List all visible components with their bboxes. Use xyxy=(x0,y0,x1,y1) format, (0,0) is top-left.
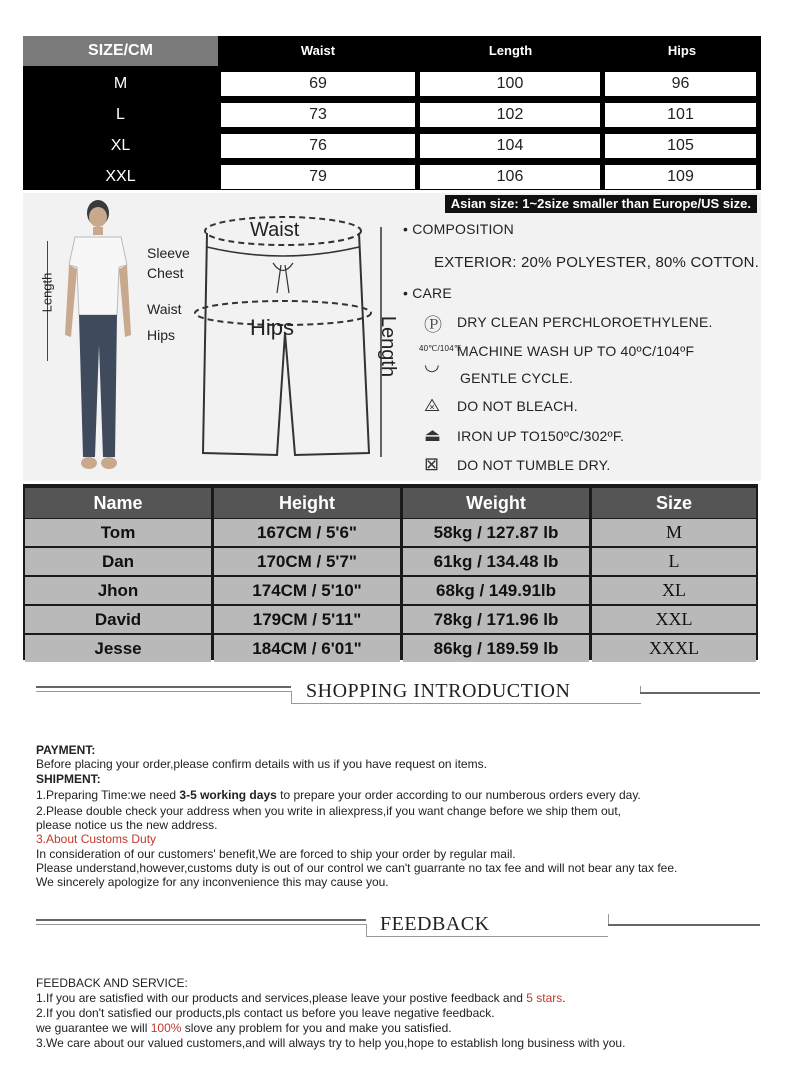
section-divider xyxy=(608,924,760,926)
model-size: XXXL xyxy=(592,635,756,662)
weight-header: Weight xyxy=(403,488,589,518)
customs-line-3: We sincerely apologize for any inconvenience this may cause you. xyxy=(36,875,389,889)
wash-temp-label: 40℃/104℉ xyxy=(419,344,462,353)
asian-size-note: Asian size: 1~2size smaller than Europe/US size. xyxy=(445,195,757,213)
feedback-line-3-text: we guarantee we will xyxy=(36,1021,151,1035)
shipment-line-2: 2.Please double check your address when you write in aliexpress,if you want change before we ship them out, xyxy=(36,804,621,818)
model-size: XXL xyxy=(592,606,756,633)
waist-value: 76 xyxy=(221,134,415,158)
shipment-line-1 xyxy=(36,788,641,803)
length-header-cell: Length xyxy=(488,43,533,58)
shipment-heading: SHIPMENT: xyxy=(36,772,101,786)
sleeve-label: Sleeve xyxy=(147,245,190,261)
shipment-line-1-text: to prepare your order according to our numberous orders every day. xyxy=(276,788,641,802)
length-value: 106 xyxy=(420,165,600,189)
hips-value: 101 xyxy=(605,103,756,127)
care-title: • CARE xyxy=(403,285,452,301)
size-row xyxy=(23,162,761,191)
section-divider xyxy=(640,692,760,694)
model-size: L xyxy=(592,548,756,575)
feedback-line-3-text: slove any problem for you and make you satisfied. xyxy=(181,1021,452,1035)
length-value: 102 xyxy=(420,103,600,127)
dry-clean-text: DRY CLEAN PERCHLOROETHYLENE. xyxy=(457,314,713,330)
feedback-line-1 xyxy=(36,991,566,1006)
feedback-line-4: 3.We care about our valued customers,and will always try to help you,hope to establish long business with you. xyxy=(36,1036,626,1050)
hips-value: 96 xyxy=(605,72,756,96)
section-divider xyxy=(608,914,609,924)
model-size: M xyxy=(592,519,756,546)
size-chart-table xyxy=(23,36,761,190)
feedback-line-3 xyxy=(36,1021,452,1036)
feedback-line-2: 2.If you don't satisfied our products,pls contact us before you leave negative feedback. xyxy=(36,1006,495,1020)
length-value: 104 xyxy=(420,134,600,158)
feedback-line-1-text: . xyxy=(562,991,566,1005)
waist-value: 79 xyxy=(221,165,415,189)
model-name: Dan xyxy=(25,548,211,575)
feedback-title: FEEDBACK xyxy=(380,913,490,935)
hips-label: Hips xyxy=(147,327,176,343)
model-weight: 86kg / 189.59 lb xyxy=(403,635,589,662)
composition-text: EXTERIOR: 20% POLYESTER, 80% COTTON. xyxy=(434,254,760,271)
model-figure-image xyxy=(53,195,143,477)
section-divider xyxy=(366,936,608,937)
size-header-cell: SIZE/CM xyxy=(23,36,218,66)
model-reference-table xyxy=(23,484,758,660)
model-weight: 58kg / 127.87 lb xyxy=(403,519,589,546)
customs-line-2: Please understand,however,customs duty is out of our control we can't guarrante no tax fee and will not bear any tax fee. xyxy=(36,861,678,875)
size-header: Size xyxy=(592,488,756,518)
section-divider xyxy=(36,919,366,921)
machine-wash-icon: ◡ xyxy=(424,354,440,374)
section-divider xyxy=(366,924,367,936)
shipment-line-1-text: 1.Preparing Time:we need xyxy=(36,788,180,802)
hips-value: 109 xyxy=(605,165,756,189)
name-header: Name xyxy=(25,488,211,518)
size-label: L xyxy=(116,106,125,123)
section-divider xyxy=(291,703,641,704)
no-tumble-dry-icon: ⊠ xyxy=(424,454,440,474)
shorts-waist-label: Waist xyxy=(250,219,300,241)
model-height: 179CM / 5'11" xyxy=(214,606,400,633)
customs-duty-heading: 3.About Customs Duty xyxy=(36,832,157,846)
model-weight: 68kg / 149.91lb xyxy=(403,577,589,604)
model-height: 174CM / 5'10" xyxy=(214,577,400,604)
measurement-guide xyxy=(23,193,761,481)
shorts-hips-label: Hips xyxy=(250,315,295,340)
hips-value: 105 xyxy=(605,134,756,158)
model-size: XL xyxy=(592,577,756,604)
model-height: 167CM / 5'6" xyxy=(214,519,400,546)
waist-value: 73 xyxy=(221,103,415,127)
person-length-label: Length xyxy=(39,272,55,313)
size-row xyxy=(23,100,761,129)
size-label: XL xyxy=(110,137,131,154)
model-name: Jhon xyxy=(25,577,211,604)
shorts-length-label: Length xyxy=(377,315,400,378)
feedback-line-1-text: 1.If you are satisfied with our products and services,please leave your postive feedback and xyxy=(36,991,527,1005)
iron-text: IRON UP TO150ºC/302ºF. xyxy=(457,428,625,444)
payment-heading: PAYMENT: xyxy=(36,743,96,757)
waist-header-cell: Waist xyxy=(300,43,336,58)
gentle-cycle-text: GENTLE CYCLE. xyxy=(460,370,574,386)
waist-label: Waist xyxy=(147,301,182,317)
size-row xyxy=(23,69,761,98)
model-name: Jesse xyxy=(25,635,211,662)
shopping-introduction-title: SHOPPING INTRODUCTION xyxy=(306,680,571,702)
model-name: David xyxy=(25,606,211,633)
machine-wash-text: MACHINE WASH UP TO 40ºC/104ºF xyxy=(457,343,695,359)
section-divider xyxy=(640,686,641,692)
hundred-percent-highlight: 100% xyxy=(150,1021,182,1035)
length-value: 100 xyxy=(420,72,600,96)
chest-label: Chest xyxy=(147,265,184,281)
five-stars-highlight: 5 stars xyxy=(526,991,563,1005)
section-divider xyxy=(291,691,292,703)
working-days-highlight: 3-5 working days xyxy=(179,788,277,802)
section-divider xyxy=(36,686,291,688)
dry-clean-icon: Ⓟ xyxy=(424,315,442,335)
size-row xyxy=(23,131,761,160)
no-tumble-dry-text: DO NOT TUMBLE DRY. xyxy=(457,457,611,473)
customs-line-1: In consideration of our customers' benefit,We are forced to ship your order by regular mail. xyxy=(36,847,516,861)
size-label: XXL xyxy=(105,168,136,185)
model-name: Tom xyxy=(25,519,211,546)
section-divider xyxy=(36,691,291,692)
waist-value: 69 xyxy=(221,72,415,96)
height-header: Height xyxy=(214,488,400,518)
size-label: M xyxy=(113,75,128,92)
composition-title: • COMPOSITION xyxy=(403,221,514,237)
shipment-line-2b: please notice us the new address. xyxy=(36,818,218,832)
hips-header-cell: Hips xyxy=(667,43,697,58)
iron-icon: ⏏ xyxy=(424,425,442,445)
no-bleach-icon: ⨻ xyxy=(424,395,441,415)
model-height: 184CM / 6'01" xyxy=(214,635,400,662)
model-height: 170CM / 5'7" xyxy=(214,548,400,575)
no-bleach-text: DO NOT BLEACH. xyxy=(457,398,578,414)
payment-text: Before placing your order,please confirm details with us if you have request on items. xyxy=(36,757,487,771)
feedback-heading: FEEDBACK AND SERVICE: xyxy=(36,976,188,990)
section-divider xyxy=(36,924,366,925)
model-weight: 78kg / 171.96 lb xyxy=(403,606,589,633)
model-weight: 61kg / 134.48 lb xyxy=(403,548,589,575)
